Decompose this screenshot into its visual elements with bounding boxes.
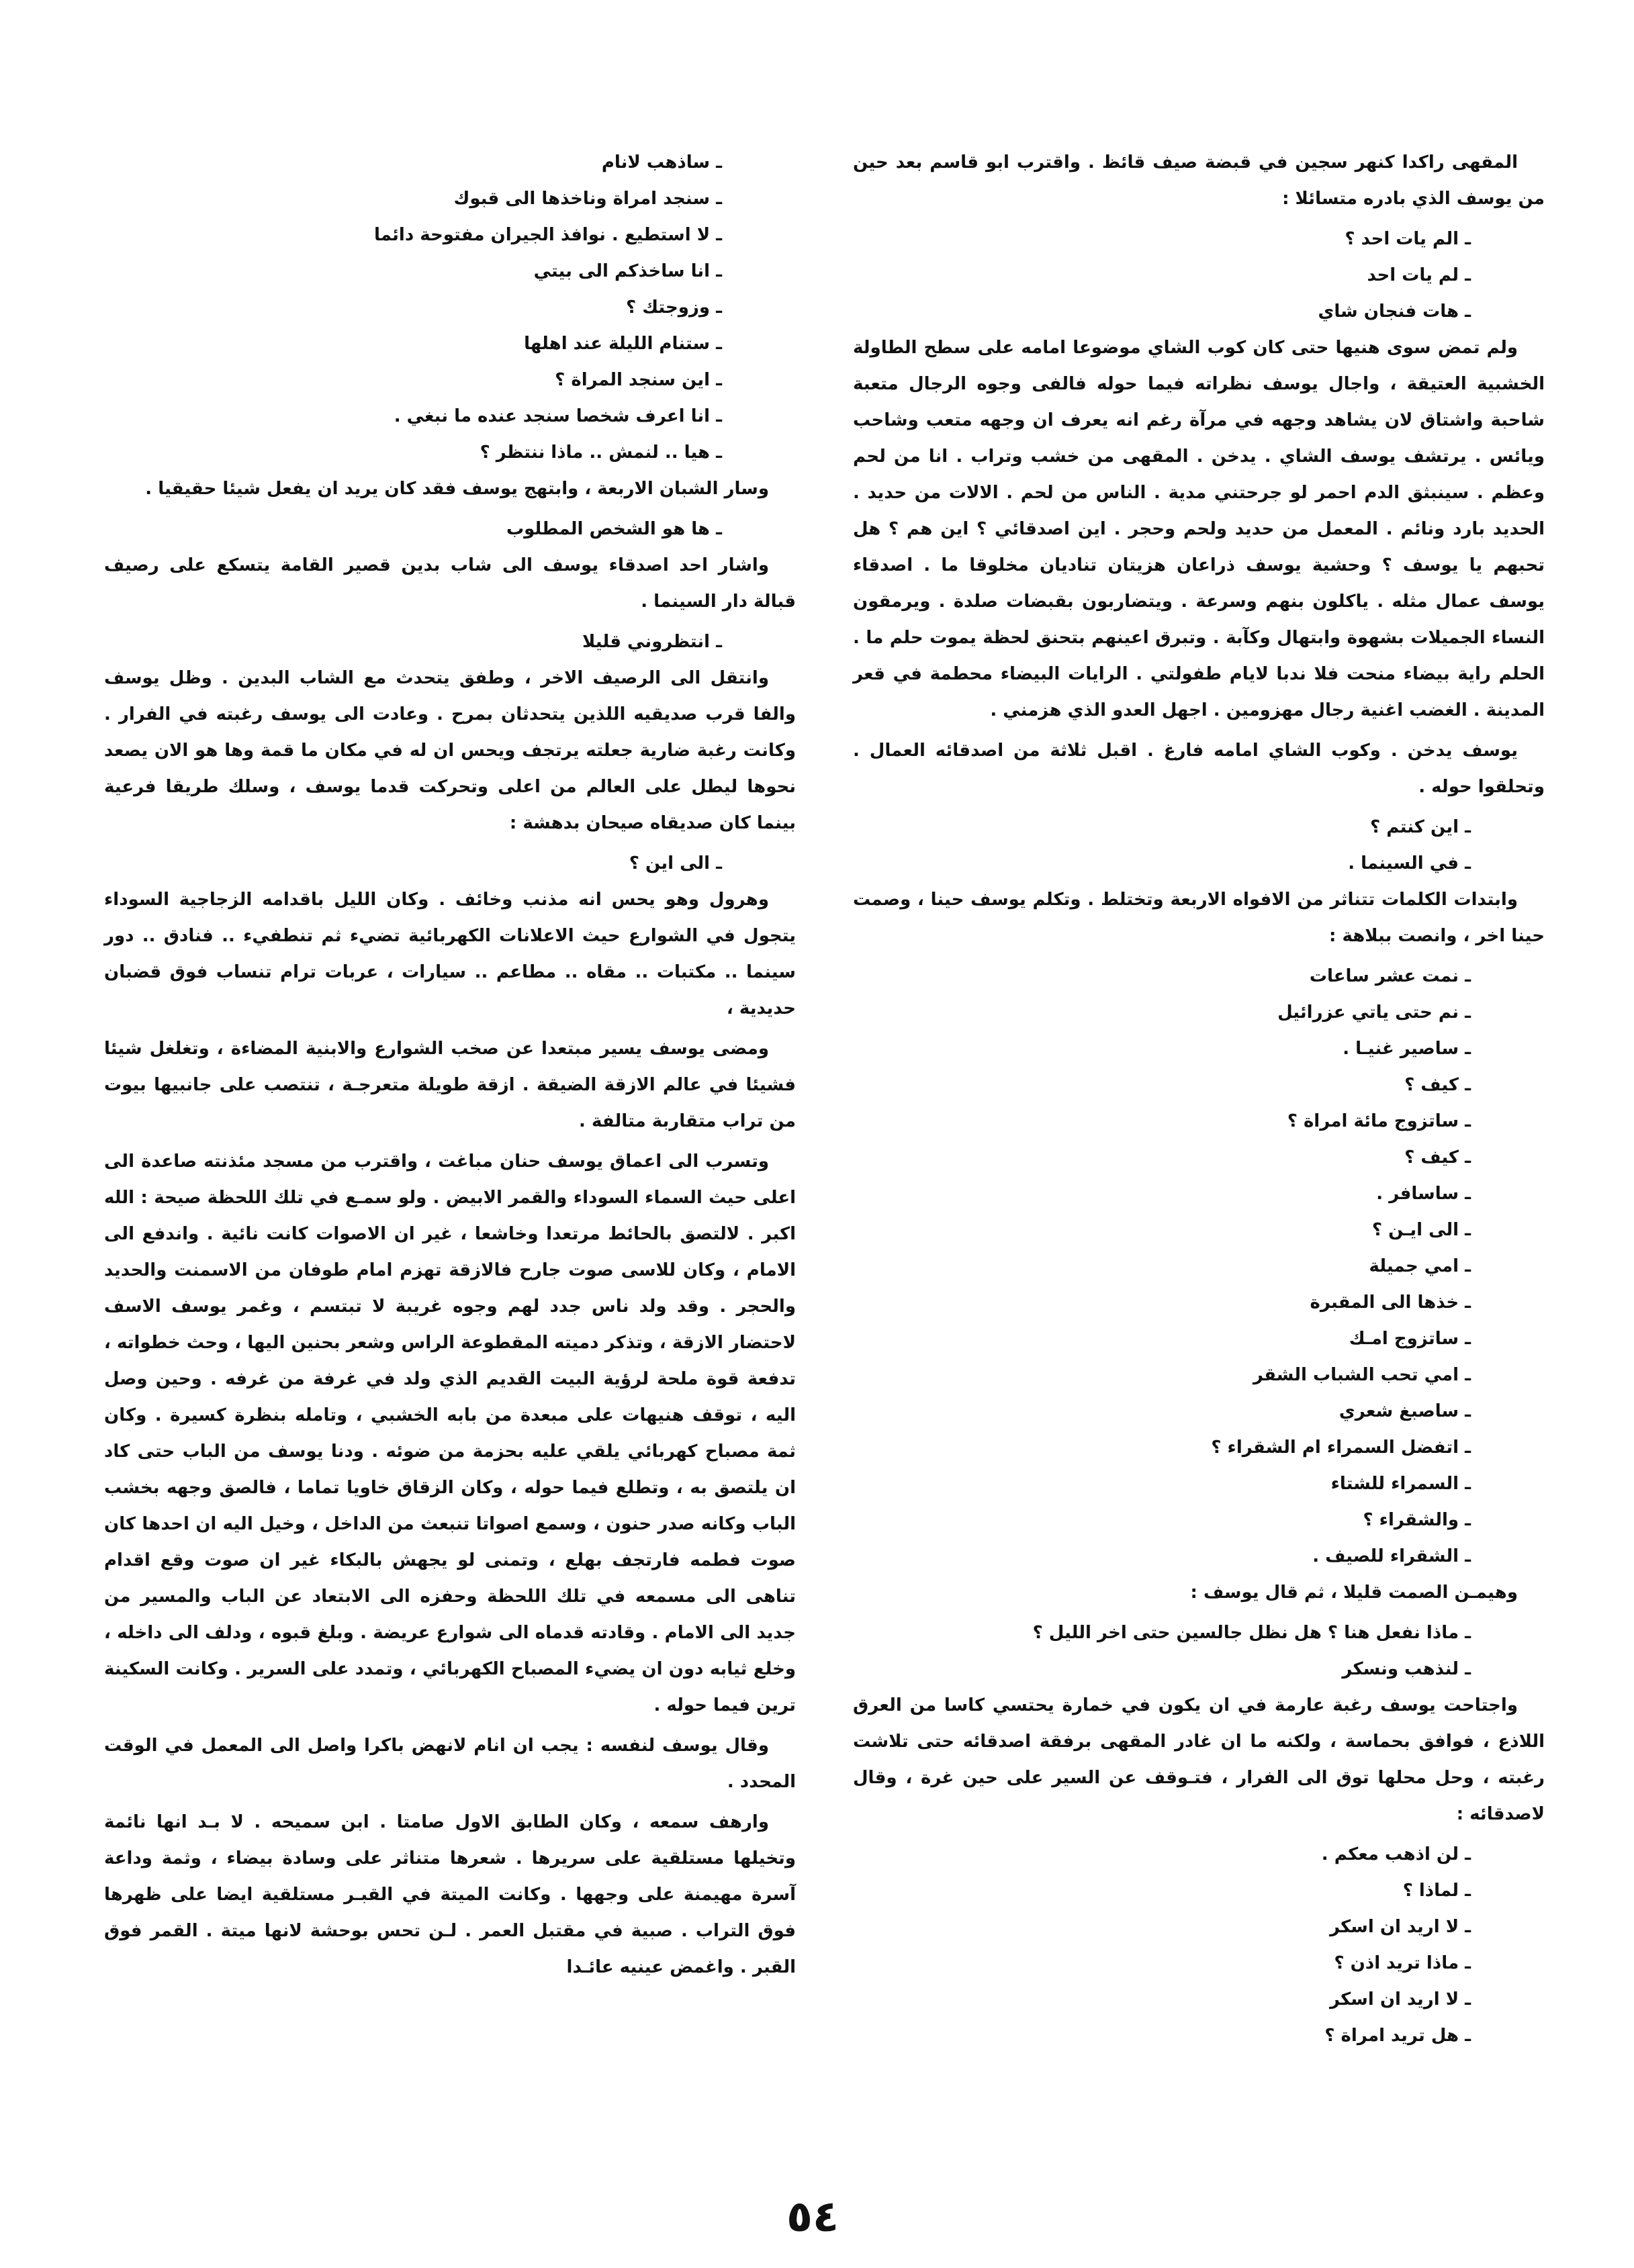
dialogue-line: ـ لماذا ؟ [1402, 1881, 1471, 1901]
dialogue-line: ـ لم يات احد [1367, 265, 1471, 285]
dialogue-line: ـ انا اعرف شخصا سنجد عنده ما نبغي . [394, 406, 722, 426]
dialogue-line: ـ هات فنجان شاي [1318, 301, 1471, 322]
paragraph: وتسرب الى اعماق يوسف حنان مباغت ، واقترب من مسجد مئذنته صاعدة الى اعلى حيث السماء السوداء والقمر الابيض . ولو سمـع في تلك اللحظة صيحة : الله اكبر . لالتصق بالحائط مرتعدا وخاشعا ، غير ان الاصوات كانت نائية . واندفع الى الامام ، وكان للاسى صوت جارح فالازقة تهزم امام طوفان من الاسمنت والحديد والحجر . وقد ولد ناس جدد لهم وجوه غريبة لا تبتسم ، وغمر يوسف الاسف لاحتضار الازقة ، وتذكر دميته المقطوعة الراس وشعر بحنين اليها ، وحث خطواته ، تدفعة قوة ملحة لرؤية البيت القديم الذي ولد في غرفة من غرفه . وحين وصل اليه ، توقف هنيهات على مبعدة من بابه الخشبي ، وتامله بنظرة كسيرة . وكان ثمة مصباح كهربائي يلقي عليه بحزمة من ضوئه . ودنا يوسف من الباب حتى كاد ان يلتصق به ، وتطلع فيما حوله ، وكان الزقاق خاويا تماما ، فالصق وجهه بخشب الباب وكانه صدر حنون ، وسمع اصواتا تنبعث من الداخل ، وخيل اليه ان احدها كان صوت فطمه فارتجف بهلع ، وتمنى لو يجهش بالبكاء غير ان صوت وقع اقدام تناهى الى مسمعه في تلك اللحظة وحفزه الى الابتعاد عن الباب والمسير من جديد الى الامام . وقادته قدماه الى شوارع عريضة . وبلغ قبوه ، ودلف الى داخله ، وخلع ثيابه دون ان يضيء المصباح الكهربائي ، وتمدد على السرير . وكانت السكينة ترين فيما حوله . [104, 1151, 796, 1715]
dialogue-line: ـ الشقراء للصيف . [1312, 1546, 1471, 1566]
right-text-column [853, 144, 1545, 2054]
dialogue-line: ـ لا استطيع . نوافذ الجيران مفتوحة دائما [373, 225, 722, 245]
paragraph: وابتدات الكلمات تتناثر من الافواه الاربعة وتختلط . وتكلم يوسف حينا ، وصمت حينا اخر ، وانصت ببلاهة : [853, 890, 1545, 946]
dialogue-line: ـ والشقراء ؟ [1363, 1510, 1471, 1530]
dialogue-line: ـ ساتزوج امـك [1349, 1329, 1471, 1349]
dialogue-line: ـ لا اريد ان اسكر [1330, 1917, 1471, 1937]
dialogue-line: ـ الم يات احد ؟ [1345, 229, 1471, 249]
paragraph: وقال يوسف لنفسه : يجب ان انام لانهض باكرا واصل الى المعمل في الوقت المحدد . [104, 1736, 796, 1792]
dialogue-line: ـ امي تحب الشباب الشقر [1253, 1365, 1471, 1385]
paragraph: واجتاحت يوسف رغبة عارمة في ان يكون في خمارة يحتسي كاسا من العرق اللاذع ، فوافق بحماسة ، ولكنه ما ان غادر المقهى برفقة اصدقائه حتى تلاشت رغبته ، وحل محلها توق الى الفرار ، فتـوقف عن السير على حين غرة ، وقال لاصدقائه : [853, 1695, 1545, 1824]
paragraph: وهرول وهو يحس انه مذنب وخائف . وكان الليل باقدامه الزجاجية السوداء يتجول في الشوارع حيث الاعلانات الكهربائية تضيء ثم تنطفيء .. فنادق .. دور سينما .. مكتبات .. مقاه .. مطاعم .. سيارات ، عربات ترام تنساب فوق قضبان حديدية ، [104, 890, 796, 1019]
paragraph: وهيمـن الصمت قليلا ، ثم قال يوسف : [1190, 1582, 1518, 1603]
dialogue-line: ـ ساصير غنيـا . [1343, 1039, 1471, 1059]
dialogue-line: ـ كيف ؟ [1404, 1147, 1471, 1168]
paragraph: يوسف يدخن . وكوب الشاي امامه فارغ . اقبل ثلاثة من اصدقائه العمال . وتحلقوا حوله . [853, 741, 1545, 797]
dialogue-line: ـ نمت عشر ساعات [1309, 966, 1471, 986]
dialogue-line: ـ نم حتى ياتي عزرائيل [1277, 1002, 1471, 1023]
dialogue-line: ـ ساتزوج مائة امراة ؟ [1287, 1111, 1471, 1131]
dialogue-line: ـ هيا .. لنمش .. ماذا ننتظر ؟ [480, 442, 722, 463]
dialogue-line: ـ اين كنتم ؟ [1370, 817, 1471, 837]
paragraph: المقهى راكدا كنهر سجين في قبضة صيف قائظ . واقترب ابو قاسم بعد حين من يوسف الذي بادره متسائلا : [853, 152, 1545, 209]
paragraph: وسار الشبان الاربعة ، وابتهج يوسف فقد كان يريد ان يفعل شيئا حقيقيا . [145, 479, 769, 499]
dialogue-line: ـ ها هو الشخص المطلوب [506, 519, 722, 539]
dialogue-line: ـ انتظروني قليلا [582, 632, 722, 652]
dialogue-line: ـ السمراء للشتاء [1330, 1474, 1471, 1494]
dialogue-line: ـ هل تريد امراة ؟ [1324, 2026, 1471, 2046]
paragraph: وارهف سمعه ، وكان الطابق الاول صامتا . ابن سميحه . لا بـد انها نائمة وتخيلها مستلقية على سريرها . شعرها متناثر على وسادة بيضاء ، وثمة وداعة آسرة مهيمنة على وجهها . وكانت الميتة في القبـر مستلقية ايضا على ظهرها فوق التراب . صبية في مقتبل العمر . لـن تحس بوحشة لانها ميتة . القمر فوق القبر . واغمض عينيه عائـدا [104, 1812, 796, 1977]
dialogue-line: ـ انا ساخذكم الى بيتي [533, 261, 722, 281]
dialogue-line: ـ امي جميلة [1369, 1256, 1471, 1276]
paragraph: وانتقل الى الرصيف الاخر ، وطفق يتحدث مع الشاب البدين . وظل يوسف والفا قرب صديقيه اللذين يتحدثان بمرح . وعادت الى يوسف رغبته في الفرار . وكانت رغبة ضارية جعلته يرتجف ويحس ان له في مكان ما قمة وها هو الان يصعد نحوها ليطل على العالم من اعلى وتحركت قدما يوسف ، وسلك طريقا فرعية بينما كان صديقاه صيحان بدهشة : [104, 668, 796, 833]
dialogue-line: ـ كيف ؟ [1404, 1075, 1471, 1095]
dialogue-line: ـ خذها الى المقبرة [1310, 1292, 1471, 1313]
dialogue-line: ـ اين سنجد المراة ؟ [555, 370, 722, 390]
dialogue-line: ـ ستنام الليلة عند اهلها [524, 334, 722, 354]
dialogue-line: ـ ساصبغ شعري [1338, 1401, 1471, 1421]
dialogue-line: ـ لا اريد ان اسكر [1330, 1989, 1471, 2010]
dialogue-line: ـ لن اذهب معكم . [1321, 1844, 1471, 1864]
dialogue-line: ـ الى اين ؟ [629, 853, 722, 873]
dialogue-line: ـ وزوجتك ؟ [626, 297, 722, 318]
paragraph: ولم تمض سوى هنيها حتى كان كوب الشاي موضوعا امامه على سطح الطاولة الخشبية العتيقة ، واجال يوسف نظراته فيما حوله فالفى وجوه الرجال متعبة شاحبة واشتاق لان يشاهد وجهه في مرآة رغم انه يعرف ان وجهه متعب وشاحب ويائس . يرتشف يوسف الشاي . يدخن . المقهى من خشب وتراب . انا من لحم وعظم . سينبثق الدم احمر لو جرحتني مدية . الناس من لحم . الالات من حديد . الحديد بارد ونائم . المعمل من حديد ولحم وحجر . اين اصدقائي ؟ اين هم ؟ هل تحبهم يا يوسف ؟ وحشية يوسف ذراعان هزيتان تناديان مخلوقا ما . اصدقاء يوسف عمال مثله . ياكلون بنهم وسرعة . ويتضاربون بقبضات صلدة . ويرمقون النساء الجميلات بشهوة وابتهال وكآبة . وتبرق اعينهم بتحنق لحظة يموت حلم ما . الحلم راية بيضاء منحت فلا ندبا لايام طفولتي . الرايات البيضاء محطمة في قعر المدينة . الغضب اغنية رجال مهزومين . اجهل العدو الذي هزمني . [853, 338, 1545, 720]
dialogue-line: ـ ساسافر . [1376, 1184, 1471, 1204]
dialogue-line: ـ في السينما . [1348, 853, 1471, 873]
paragraph: ومضى يوسف يسير مبتعدا عن صخب الشوارع والابنية المضاءة ، وتغلغل شيئا فشيئا في عالم الازقة الضيقة . ازقة طويلة متعرجـة ، تنتصب على جانبيها بيوت من تراب متقاربة متالفة . [104, 1039, 796, 1131]
page-number: ٥٤ [786, 2192, 839, 2242]
dialogue-line: ـ ماذا تريد اذن ؟ [1334, 1953, 1471, 1973]
dialogue-line: ـ لنذهب ونسكر [1342, 1659, 1471, 1679]
dialogue-line: ـ اتفضل السمراء ام الشقراء ؟ [1211, 1437, 1471, 1458]
dialogue-line: ـ ماذا نفعل هنا ؟ هل نظل جالسين حتى اخر الليل ؟ [1032, 1623, 1471, 1643]
dialogue-line: ـ سنجد امراة وناخذها الى قبوك [453, 189, 722, 209]
left-text-column [104, 144, 796, 1989]
dialogue-line: ـ ساذهب لانام [601, 152, 722, 173]
paragraph: واشار احد اصدقاء يوسف الى شاب بدين قصير القامة يتسكع على رصيف قبالة دار السينما . [104, 555, 796, 612]
dialogue-line: ـ الى ايـن ؟ [1371, 1220, 1471, 1240]
